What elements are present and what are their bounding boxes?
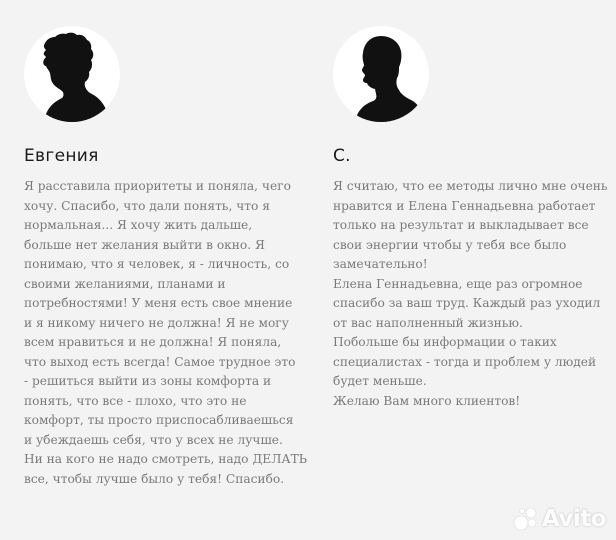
avito-watermark [513,506,606,532]
review-line: что выход есть всегда! Самое трудное это [24,354,296,369]
review-line: хочу. Спасибо, что дали понять, что я [24,198,270,213]
male-silhouette-icon [333,26,429,122]
review-line: - решиться выйти из зоны комфорта и [24,374,272,388]
review-line: и убеждаешь себя, что у всех не лучше. [24,432,283,447]
review-line: Я расставила приоритеты и поняла, чего [24,179,291,193]
review-line: своими желаниями, планами и [24,276,226,291]
review-line: все, чтобы лучше было у тебя! Спасибо. [24,471,285,486]
avatar [333,26,429,122]
avatar [24,26,120,122]
reviewer-name: С. [333,146,351,166]
review-line: больше нет желания выйти в окно. Я [24,237,265,252]
review-line: Я считаю, что ее методы лично мне очень [333,179,608,193]
review-line: будет меньше. [333,374,427,388]
review-line: Желаю Вам много клиентов! [333,393,521,408]
review-line: нормальная... Я хочу жить дальше, [24,218,253,232]
review-line: потребностями! У меня есть свое мнение [24,296,293,310]
review-line: Побольше бы информации о таких [333,335,557,349]
review-line: специалистах - тогда и проблем у людей [333,354,597,369]
review-line: и я никому ничего не должна! Я не могу [24,315,289,330]
review-line: понимаю, что я человек, я - личность, со [24,257,290,271]
review-line: всем нравиться и не должна! Я поняла, [24,335,282,349]
review-text [333,177,608,411]
review-line: комфорт, ты просто приспосабливаешься [24,413,294,427]
avito-logo-icon [513,506,539,532]
review-line: свои энергии чтобы у тебя все было [333,237,567,252]
review-line: нравится и Елена Геннадьевна работает [333,198,596,213]
review-line: спасибо за ваш труд. Каждый раз уходил [333,296,601,310]
female-silhouette-icon [24,26,120,122]
review-line: от вас наполненный жизнью. [333,315,523,330]
avito-watermark-text: Avito [541,506,606,532]
review-line: понять, что все - плохо, что это не [24,393,247,408]
review-line: только на результат и выкладывает все [333,218,589,232]
review-line: замечательно! [333,257,428,271]
reviewer-name: Евгения [24,146,99,166]
review-line: Ни на кого не надо смотреть, надо ДЕЛАТЬ [24,452,307,466]
review-text [24,177,307,489]
review-line: Елена Геннадьевна, еще раз огромное [333,276,583,291]
